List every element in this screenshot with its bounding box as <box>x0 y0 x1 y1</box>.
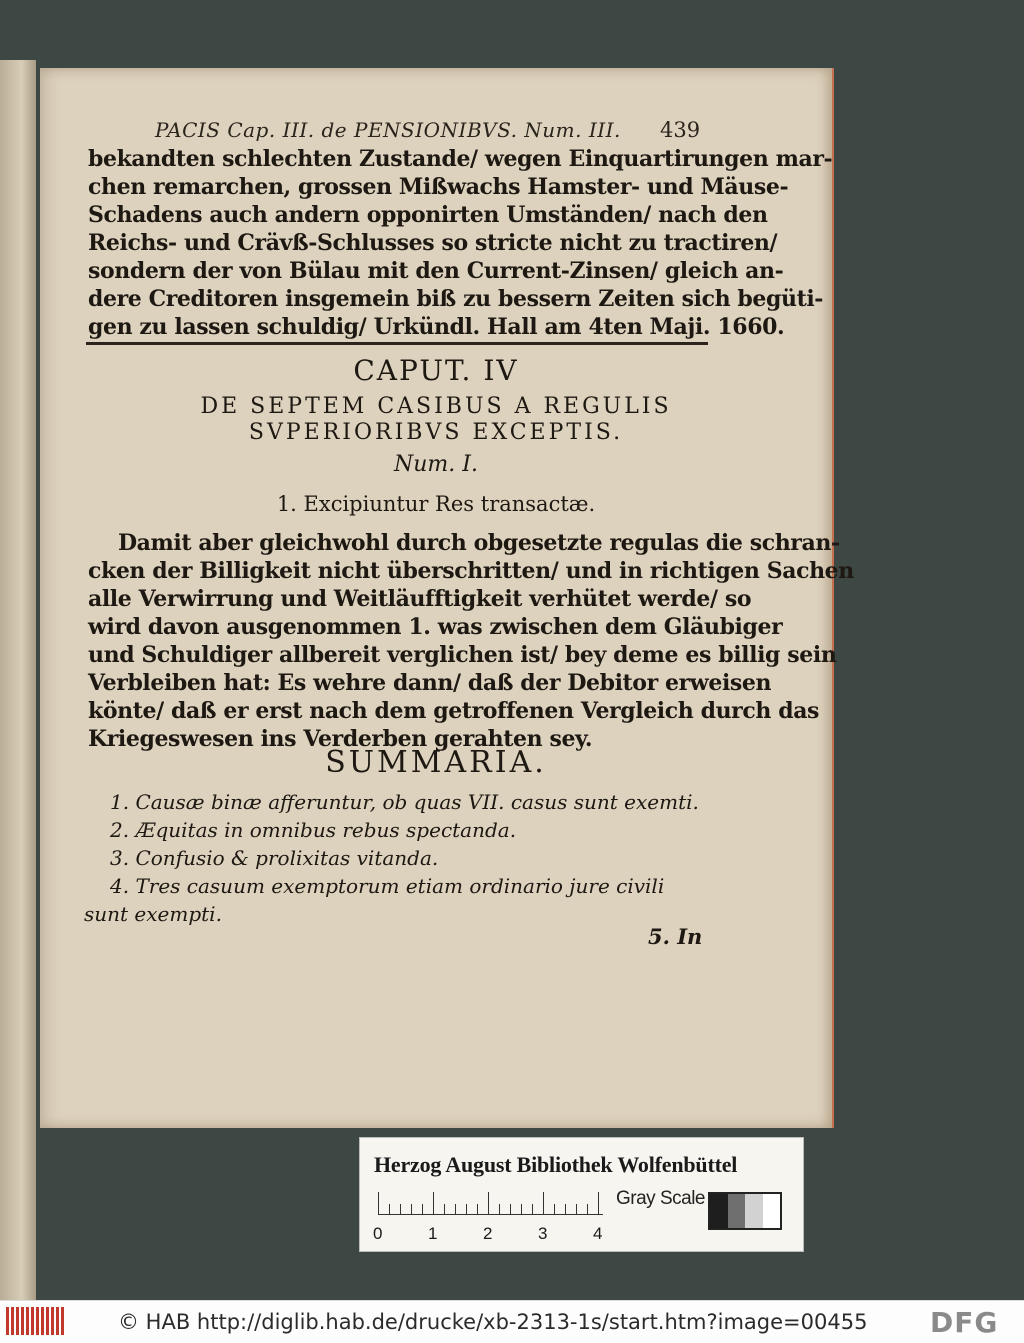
gray-scale-swatches <box>708 1192 782 1230</box>
ruler-tick <box>389 1204 390 1214</box>
chapter-subtitle-line2: SVPERIORIBVS EXCEPTIS. <box>248 420 624 445</box>
section-caption: 1. Excipiuntur Res transactæ. <box>276 492 596 516</box>
ruler-tick <box>543 1192 544 1214</box>
text-line: Verbleiben hat: Es wehre dann/ daß der Debitor erweisen <box>88 670 772 696</box>
text-line: dere Creditoren insgemein biß zu bessern Zeiten sich begüti- <box>88 286 824 312</box>
gray-swatch <box>745 1194 763 1228</box>
ruler-label: 1 <box>428 1224 438 1243</box>
facing-page-edge <box>0 60 36 1330</box>
text-line: und Schuldiger allbereit verglichen ist/ bey deme es billig sein <box>88 642 837 668</box>
text-line: alle Verwirrung und Weitläufftigkeit verhütet werde/ so <box>88 586 752 612</box>
text-line: sondern der von Bülau mit den Current-Zinsen/ gleich an- <box>88 258 784 284</box>
source-url-link[interactable]: © HAB http://diglib.hab.de/drucke/xb-2313-1s/start.htm?image=00455 <box>118 1310 868 1334</box>
catchword: 5. In <box>648 924 703 949</box>
summaria-item: sunt exempti. <box>84 902 222 926</box>
ruler-tick <box>510 1204 511 1214</box>
text-line: gen zu lassen schuldig/ Urkündl. Hall am 4ten Maji. 1660. <box>88 314 785 340</box>
chapter-heading: CAPUT. IV <box>353 354 519 387</box>
viewer-footer <box>0 1300 1024 1343</box>
ruler-tick <box>565 1204 566 1214</box>
ruler-tick <box>400 1204 401 1214</box>
ruler-tick <box>411 1204 412 1214</box>
ruler-tick <box>378 1192 379 1214</box>
ruler-tick <box>422 1204 423 1214</box>
text-line: chen remarchen, grossen Mißwachs Hamster- und Mäuse- <box>88 174 789 200</box>
running-header: PACIS Cap. III. de PENSIONIBVS. Num. III. <box>155 118 621 142</box>
summaria-heading: SUMMARIA. <box>325 745 547 780</box>
measurement-ruler <box>378 1186 603 1215</box>
text-line: wird davon ausgenommen 1. was zwischen dem Gläubiger <box>88 614 783 640</box>
gray-swatch <box>763 1194 781 1228</box>
ruler-tick <box>587 1204 588 1214</box>
summaria-item: 1. Causæ binæ afferuntur, ob quas VII. casus sunt exemti. <box>110 790 699 814</box>
text-line: bekandten schlechten Zustande/ wegen Einquartirungen mar- <box>88 146 833 172</box>
text-line: Kriegeswesen ins Verderben gerahten sey. <box>88 726 593 752</box>
barcode-logo-icon <box>6 1307 64 1335</box>
dfg-logo: DFG <box>930 1306 999 1339</box>
ruler-label: 2 <box>483 1224 493 1243</box>
summaria-item: 4. Tres casuum exemptorum etiam ordinario jure civili <box>110 874 665 898</box>
ruler-label: 3 <box>538 1224 548 1243</box>
ruler-tick <box>444 1204 445 1214</box>
ruler-tick <box>499 1204 500 1214</box>
ruler-tick <box>521 1204 522 1214</box>
gray-swatch <box>728 1194 746 1228</box>
number-heading: Num. I. <box>394 452 478 477</box>
gray-scale-label: Gray Scale <box>616 1188 705 1209</box>
ruler-tick <box>554 1204 555 1214</box>
library-name: Herzog August Bibliothek Wolfenbüttel <box>374 1152 738 1177</box>
ruler-label: 4 <box>593 1224 603 1243</box>
ruler-tick <box>477 1204 478 1214</box>
ruler-label: 0 <box>373 1224 383 1243</box>
ruler-tick <box>488 1192 489 1214</box>
summaria-item: 2. Æquitas in omnibus rebus spectanda. <box>110 818 517 842</box>
text-line: Schadens auch andern opponirten Umständen/ nach den <box>88 202 768 228</box>
text-line: cken der Billigkeit nicht überschritten/ und in richtigen Sachen <box>88 558 854 584</box>
color-calibration-card <box>359 1137 804 1252</box>
ruler-tick <box>466 1204 467 1214</box>
ruler-tick <box>532 1204 533 1214</box>
section-divider <box>86 342 708 345</box>
ruler-tick <box>576 1204 577 1214</box>
ruler-tick <box>433 1192 434 1214</box>
text-line: könte/ daß er erst nach dem getroffenen Vergleich durch das <box>88 698 820 724</box>
page-number: 439 <box>660 118 701 142</box>
text-line: Damit aber gleichwohl durch obgesetzte regulas die schran- <box>118 530 840 556</box>
chapter-subtitle-line1: DE SEPTEM CASIBUS A REGULIS <box>200 394 672 419</box>
gray-swatch <box>710 1194 728 1228</box>
summaria-item: 3. Confusio & prolixitas vitanda. <box>110 846 439 870</box>
ruler-tick <box>455 1204 456 1214</box>
text-line: Reichs- und Crävß-Schlusses so stricte nicht zu tractiren/ <box>88 230 778 256</box>
ruler-tick <box>598 1192 599 1214</box>
